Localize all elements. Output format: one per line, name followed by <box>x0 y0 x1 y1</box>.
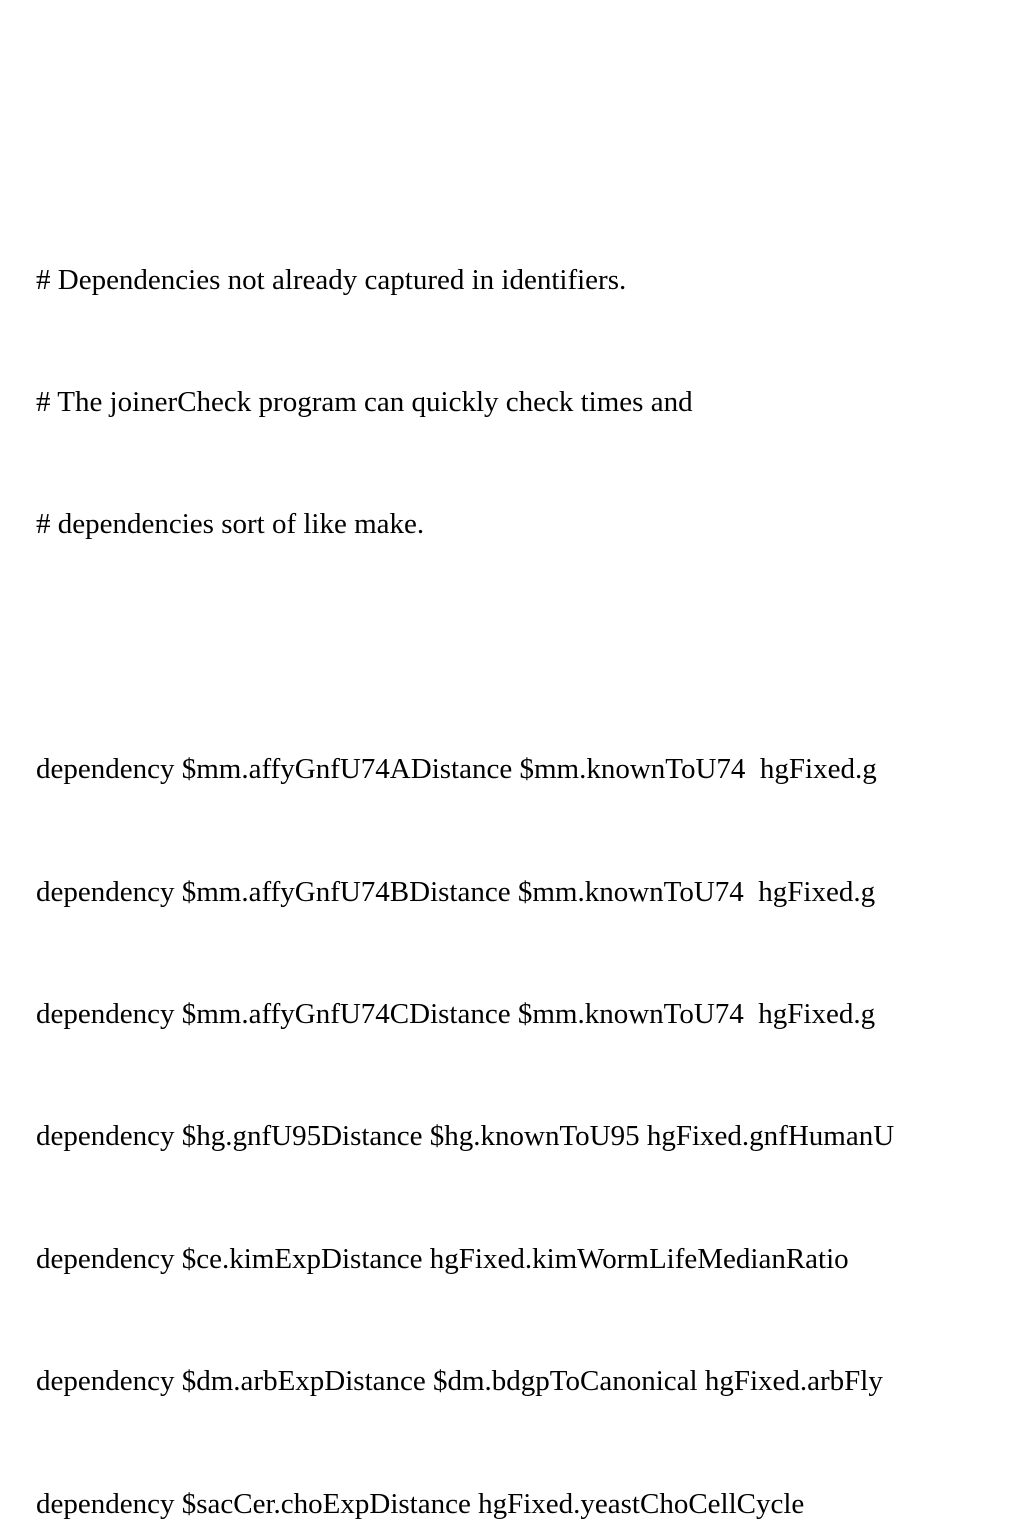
dependency-line: dependency $sacCer.choExpDistance hgFixed.yeastChoCellCycle <box>36 1487 805 1520</box>
dependency-line: dependency $dm.arbExpDistance $dm.bdgpToCanonical hgFixed.arbFly <box>36 1365 883 1398</box>
blank-line <box>36 627 1024 668</box>
dependency-line: dependency $mm.affyGnfU74ADistance $mm.knownToU74 hgFixed.g <box>36 753 877 786</box>
dependency-line: dependency $hg.gnfU95Distance $hg.knownToU95 hgFixed.gnfHumanU <box>36 1120 895 1153</box>
comment-line: # The joinerCheck program can quickly check times and <box>36 385 693 418</box>
document-body <box>36 178 1024 1536</box>
dependency-line: dependency $ce.kimExpDistance hgFixed.kimWormLifeMedianRatio <box>36 1242 849 1275</box>
comment-line: # dependencies sort of like make. <box>36 508 425 541</box>
dependency-line: dependency $mm.affyGnfU74BDistance $mm.knownToU74 hgFixed.g <box>36 875 876 908</box>
dependency-line: dependency $mm.affyGnfU74CDistance $mm.knownToU74 hgFixed.g <box>36 997 876 1030</box>
comment-line: # Dependencies not already captured in identifiers. <box>36 263 627 296</box>
